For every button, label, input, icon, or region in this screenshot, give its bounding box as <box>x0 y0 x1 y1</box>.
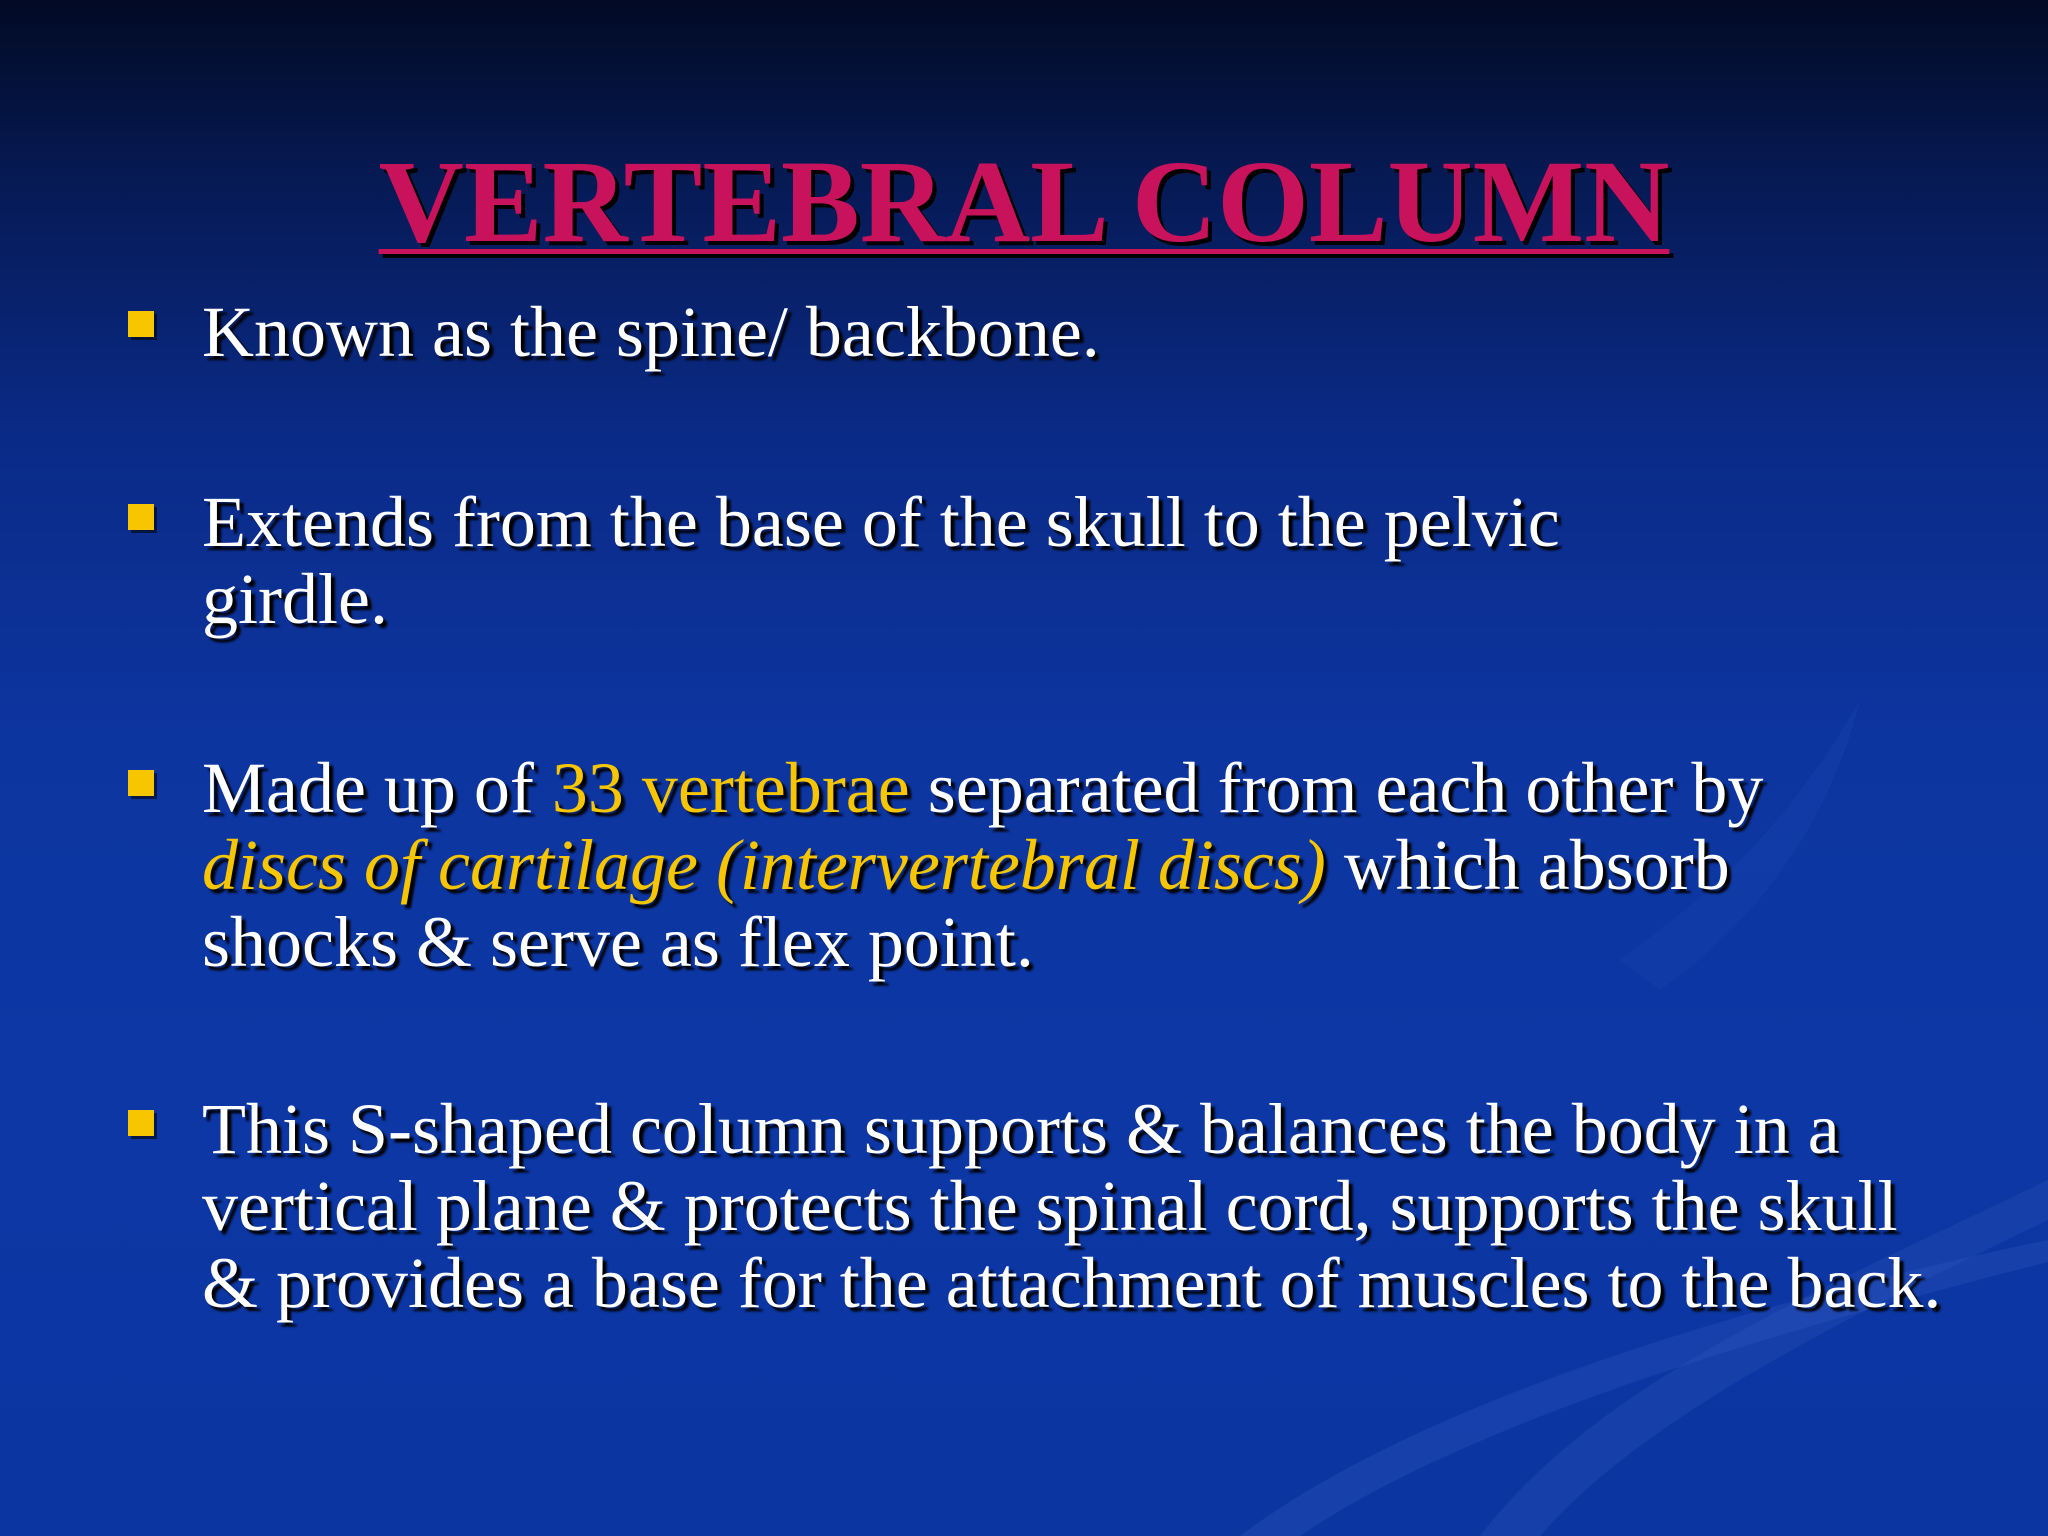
bullet-text-part: which absorb shocks & serve as flex point. <box>202 825 1730 982</box>
highlight-vertebrae-count: 33 vertebrae <box>551 748 910 828</box>
bullet-text: Extends from the base of the skull to the pelvic girdle. <box>202 482 1560 639</box>
square-bullet-icon <box>128 770 154 796</box>
highlight-discs-of-cartilage: discs of cartilage (intervertebral discs) <box>202 825 1326 905</box>
bullet-text-part: separated from each other by <box>909 748 1764 828</box>
bullet-text-part: Made up of <box>202 748 552 828</box>
square-bullet-icon <box>128 1110 154 1136</box>
bullet-text <box>202 750 1922 981</box>
slide-title: VERTEBRAL COLUMN <box>378 136 1670 267</box>
bullet-text: Known as the spine/ backbone. <box>202 292 1100 372</box>
square-bullet-icon <box>128 311 154 337</box>
square-bullet-icon <box>128 504 154 530</box>
bullet-text: This S-shaped column supports & balances the body in a vertical plane & protects the spinal cord, supports the skull & provides a base for the attachment of muscles to the back. <box>202 1089 1942 1323</box>
